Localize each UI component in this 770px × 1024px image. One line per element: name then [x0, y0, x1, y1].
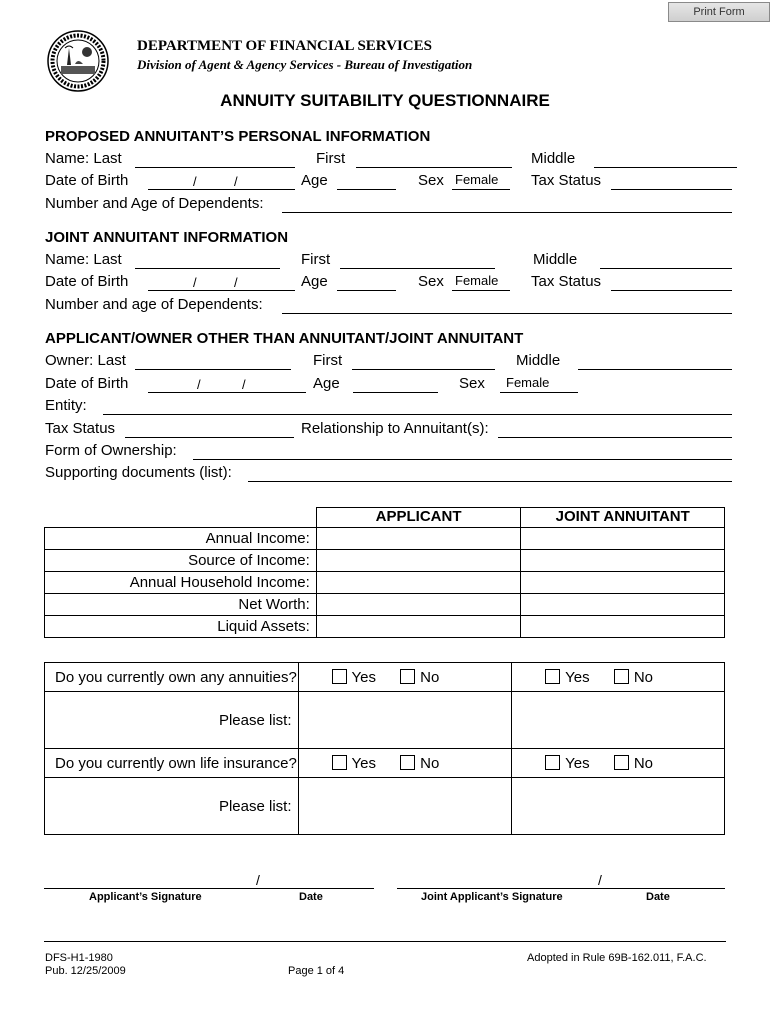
- form-of-ownership-label: Form of Ownership:: [45, 442, 177, 459]
- applicant-life-no-checkbox[interactable]: [400, 755, 415, 770]
- joint-first-name-label: First: [301, 251, 331, 268]
- life-insurance-question: Do you currently own life insurance?: [45, 749, 299, 778]
- page-title: ANNUITY SUITABILITY QUESTIONNAIRE: [220, 91, 550, 110]
- joint-annual-income-field[interactable]: [521, 528, 725, 550]
- joint-dob-field[interactable]: [148, 290, 295, 291]
- joint-life-no-checkbox[interactable]: [614, 755, 629, 770]
- joint-annuities-list-field[interactable]: [512, 692, 725, 749]
- dependents-field[interactable]: [282, 212, 732, 213]
- annuities-question: Do you currently own any annuities?: [45, 663, 299, 692]
- first-name-label: First: [316, 150, 346, 167]
- no-label: No: [633, 668, 654, 686]
- entity-label: Entity:: [45, 397, 87, 414]
- annual-household-income-label: Annual Household Income:: [45, 572, 317, 594]
- supporting-docs-field[interactable]: [248, 481, 732, 482]
- joint-sex-value[interactable]: Female: [455, 273, 499, 288]
- applicant-date-label: Date: [299, 891, 323, 903]
- joint-liquid-assets-field[interactable]: [521, 616, 725, 638]
- joint-household-income-field[interactable]: [521, 572, 725, 594]
- applicant-date-slash: /: [256, 872, 260, 888]
- state-seal-logo: [47, 30, 109, 92]
- joint-signature-line[interactable]: [397, 888, 725, 889]
- owner-dob-field[interactable]: [148, 392, 306, 393]
- joint-life-insurance-choice: [512, 749, 725, 778]
- yes-label: Yes: [351, 754, 376, 772]
- liquid-assets-label: Liquid Assets:: [45, 616, 317, 638]
- joint-dob-slash-1: /: [193, 275, 197, 290]
- owner-dob-label: Date of Birth: [45, 375, 129, 392]
- applicant-annual-income-field[interactable]: [316, 528, 521, 550]
- applicant-annuities-no-checkbox[interactable]: [400, 669, 415, 684]
- owner-dob-slash-2: /: [242, 377, 246, 392]
- joint-annuities-choice: [512, 663, 725, 692]
- joint-sex-field[interactable]: [452, 290, 510, 291]
- joint-life-yes-checkbox[interactable]: [545, 755, 560, 770]
- owner-age-label: Age: [313, 375, 340, 392]
- no-label: No: [633, 754, 654, 772]
- age-field[interactable]: [337, 189, 396, 190]
- form-of-ownership-field[interactable]: [193, 459, 732, 460]
- first-name-field[interactable]: [356, 167, 512, 168]
- joint-last-name-field[interactable]: [135, 268, 280, 269]
- applicant-household-income-field[interactable]: [316, 572, 521, 594]
- section-heading-owner: APPLICANT/OWNER OTHER THAN ANNUITANT/JOINT ANNUITANT: [45, 330, 524, 347]
- section-heading-annuitant: PROPOSED ANNUITANT’S PERSONAL INFORMATION: [45, 128, 431, 145]
- applicant-annuities-choice: [298, 663, 512, 692]
- owner-middle-name-field[interactable]: [578, 369, 732, 370]
- owner-dob-slash-1: /: [197, 377, 201, 392]
- tax-status-label: Tax Status: [531, 172, 602, 189]
- yes-label: Yes: [351, 668, 376, 686]
- page-number: Page 1 of 4: [288, 965, 345, 977]
- joint-net-worth-field[interactable]: [521, 594, 725, 616]
- joint-annuitant-column-header: JOINT ANNUITANT: [521, 508, 725, 528]
- applicant-liquid-assets-field[interactable]: [316, 616, 521, 638]
- joint-sex-label: Sex: [418, 273, 444, 290]
- applicant-annuities-yes-checkbox[interactable]: [332, 669, 347, 684]
- joint-date-label: Date: [646, 891, 670, 903]
- owner-first-name-field[interactable]: [352, 369, 495, 370]
- joint-dependents-field[interactable]: [282, 313, 732, 314]
- middle-name-label: Middle: [531, 150, 576, 167]
- last-name-field[interactable]: [135, 167, 295, 168]
- applicant-signature-label: Applicant’s Signature: [89, 891, 202, 903]
- financial-info-table: [44, 507, 725, 638]
- applicant-life-yes-checkbox[interactable]: [332, 755, 347, 770]
- owner-last-name-label: Owner: Last: [45, 352, 126, 369]
- dob-field[interactable]: [148, 189, 295, 190]
- net-worth-label: Net Worth:: [45, 594, 317, 616]
- annuities-please-list-label: Please list:: [45, 692, 299, 749]
- joint-source-of-income-field[interactable]: [521, 550, 725, 572]
- joint-age-field[interactable]: [337, 290, 396, 291]
- relationship-label: Relationship to Annuitant(s):: [301, 420, 489, 437]
- yes-label: Yes: [565, 668, 590, 686]
- owner-tax-status-label: Tax Status: [45, 420, 116, 437]
- last-name-label: Name: Last: [45, 150, 122, 167]
- life-please-list-label: Please list:: [45, 778, 299, 835]
- joint-last-name-label: Name: Last: [45, 251, 122, 268]
- annual-income-label: Annual Income:: [45, 528, 317, 550]
- joint-age-label: Age: [301, 273, 328, 290]
- division-name: Division of Agent & Agency Services - Bureau of Investigation: [137, 57, 473, 72]
- applicant-annuities-list-field[interactable]: [298, 692, 512, 749]
- joint-first-name-field[interactable]: [340, 268, 495, 269]
- joint-annuities-no-checkbox[interactable]: [614, 669, 629, 684]
- middle-name-field[interactable]: [594, 167, 737, 168]
- applicant-signature-line[interactable]: [44, 888, 374, 889]
- dob-slash-1: /: [193, 174, 197, 189]
- joint-dob-label: Date of Birth: [45, 273, 129, 290]
- section-heading-joint: JOINT ANNUITANT INFORMATION: [45, 229, 289, 246]
- no-label: No: [420, 668, 440, 686]
- owner-age-field[interactable]: [353, 392, 438, 393]
- applicant-net-worth-field[interactable]: [316, 594, 521, 616]
- dob-label: Date of Birth: [45, 172, 129, 189]
- owner-first-name-label: First: [313, 352, 343, 369]
- owner-sex-label: Sex: [459, 375, 485, 392]
- joint-date-slash: /: [598, 872, 602, 888]
- owner-last-name-field[interactable]: [135, 369, 291, 370]
- owner-sex-value[interactable]: Female: [506, 375, 550, 390]
- source-of-income-label: Source of Income:: [45, 550, 317, 572]
- footer-divider: [44, 941, 726, 942]
- form-id: DFS-H1-1980: [45, 952, 113, 964]
- owner-tax-status-field[interactable]: [125, 437, 294, 438]
- owner-middle-name-label: Middle: [516, 352, 561, 369]
- joint-middle-name-label: Middle: [533, 251, 578, 268]
- age-label: Age: [301, 172, 328, 189]
- joint-annuities-yes-checkbox[interactable]: [545, 669, 560, 684]
- joint-life-list-field[interactable]: [512, 778, 725, 835]
- joint-tax-status-field[interactable]: [611, 290, 732, 291]
- questions-table: [44, 662, 725, 835]
- yes-label: Yes: [565, 754, 590, 772]
- sex-field[interactable]: [452, 189, 510, 190]
- relationship-field[interactable]: [498, 437, 732, 438]
- dob-slash-2: /: [234, 174, 238, 189]
- joint-tax-status-label: Tax Status: [531, 273, 602, 290]
- supporting-docs-label: Supporting documents (list):: [45, 464, 232, 481]
- applicant-column-header: APPLICANT: [316, 508, 521, 528]
- tax-status-field[interactable]: [611, 189, 732, 190]
- joint-middle-name-field[interactable]: [600, 268, 732, 269]
- print-form-button[interactable]: Print Form: [668, 2, 770, 22]
- applicant-source-of-income-field[interactable]: [316, 550, 521, 572]
- applicant-life-insurance-choice: [298, 749, 512, 778]
- applicant-life-list-field[interactable]: [298, 778, 512, 835]
- rule-reference: Adopted in Rule 69B-162.011, F.A.C.: [527, 952, 707, 964]
- sex-value[interactable]: Female: [455, 172, 499, 187]
- joint-dependents-label: Number and age of Dependents:: [45, 296, 263, 313]
- department-name: DEPARTMENT OF FINANCIAL SERVICES: [137, 38, 432, 54]
- sex-label: Sex: [418, 172, 444, 189]
- entity-field[interactable]: [103, 414, 732, 415]
- publication-date: Pub. 12/25/2009: [45, 965, 126, 977]
- dependents-label: Number and Age of Dependents:: [45, 195, 264, 212]
- joint-signature-label: Joint Applicant’s Signature: [421, 891, 563, 903]
- no-label: No: [420, 754, 440, 772]
- joint-dob-slash-2: /: [234, 275, 238, 290]
- owner-sex-field[interactable]: [500, 392, 578, 393]
